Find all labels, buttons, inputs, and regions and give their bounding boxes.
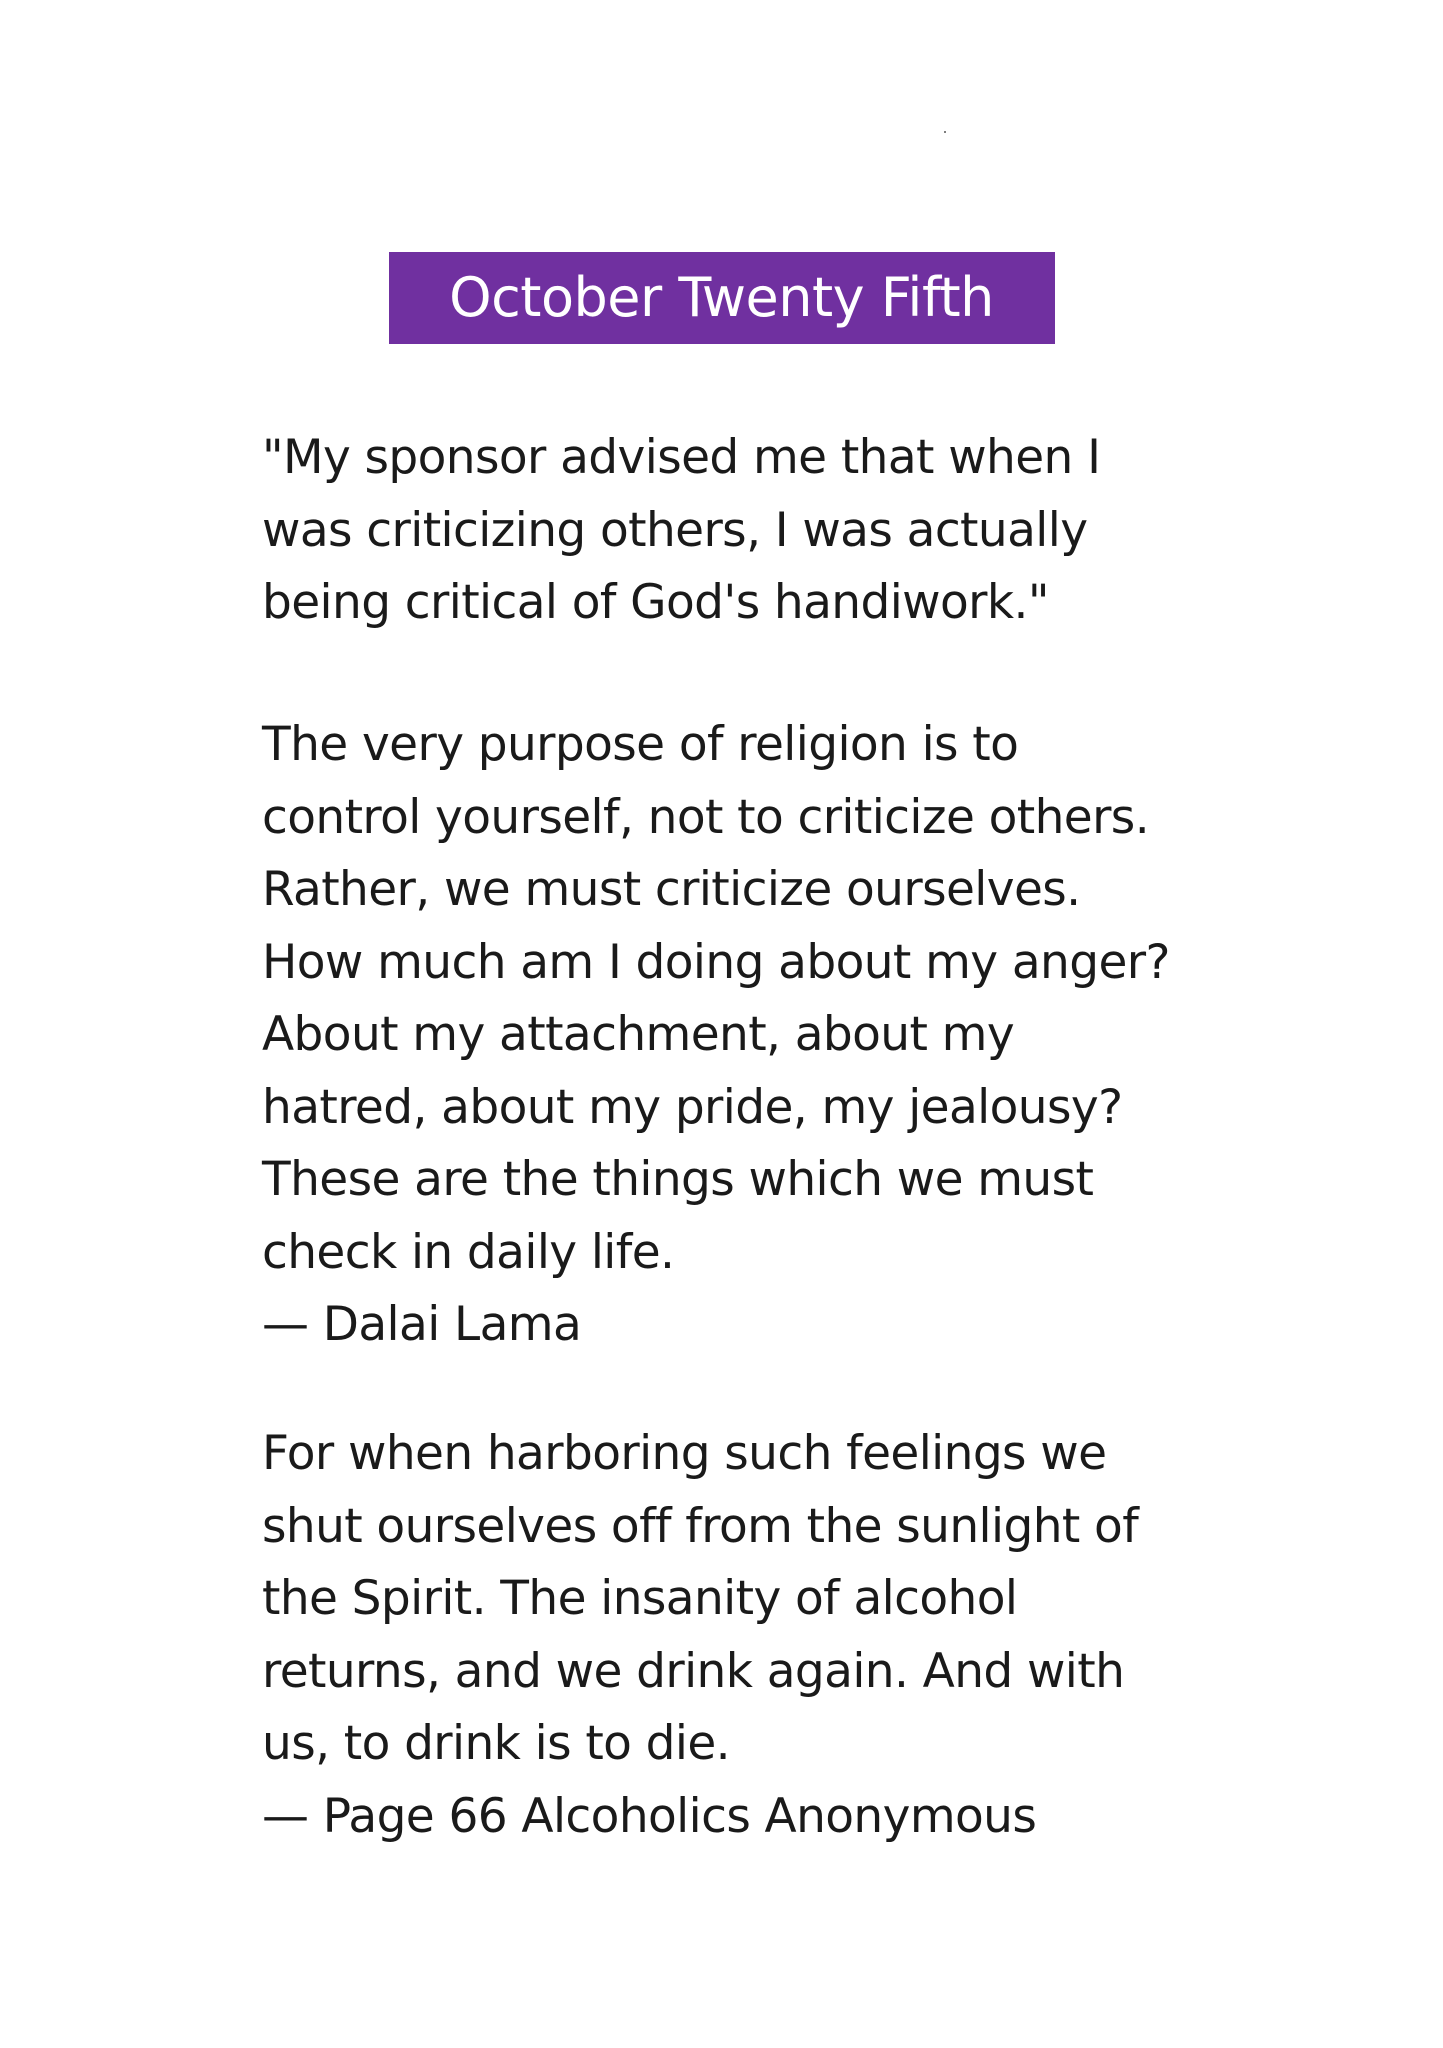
dalai-lama-quote xyxy=(262,709,1262,1362)
text-line: us, to drink is to die. xyxy=(262,1716,730,1771)
text-line: About my attachment, about my xyxy=(262,1007,1015,1062)
text-line: returns, and we drink again. And with xyxy=(262,1643,1125,1699)
scan-speck xyxy=(944,131,946,133)
text-line: These are the things which we must xyxy=(262,1152,1094,1207)
sponsor-quote xyxy=(262,422,1262,640)
text-line: the Spirit. The insanity of alcohol xyxy=(262,1571,1018,1626)
page-title: October Twenty Fifth xyxy=(389,252,1055,344)
text-line: How much am I doing about my anger? xyxy=(262,934,1170,990)
text-line: Rather, we must criticize ourselves. xyxy=(262,862,1081,917)
text-line: control yourself, not to criticize others. xyxy=(262,789,1150,845)
big-book-quote xyxy=(262,1418,1262,1853)
text-line: check in daily life. xyxy=(262,1224,675,1280)
quote-attribution: — Page 66 Alcoholics Anonymous xyxy=(262,1788,1037,1844)
text-line: The very purpose of religion is to xyxy=(262,717,1019,772)
text-line: For when harboring such feelings we xyxy=(262,1426,1107,1481)
quote-attribution: — Dalai Lama xyxy=(262,1297,582,1352)
title-container xyxy=(0,252,1443,344)
text-line: was criticizing others, I was actually xyxy=(262,502,1088,558)
text-line: hatred, about my pride, my jealousy? xyxy=(262,1079,1123,1135)
text-line: shut ourselves off from the sunlight of xyxy=(262,1498,1139,1554)
text-line: "My sponsor advised me that when I xyxy=(262,430,1101,485)
text-line: being critical of God's handiwork." xyxy=(262,575,1049,630)
